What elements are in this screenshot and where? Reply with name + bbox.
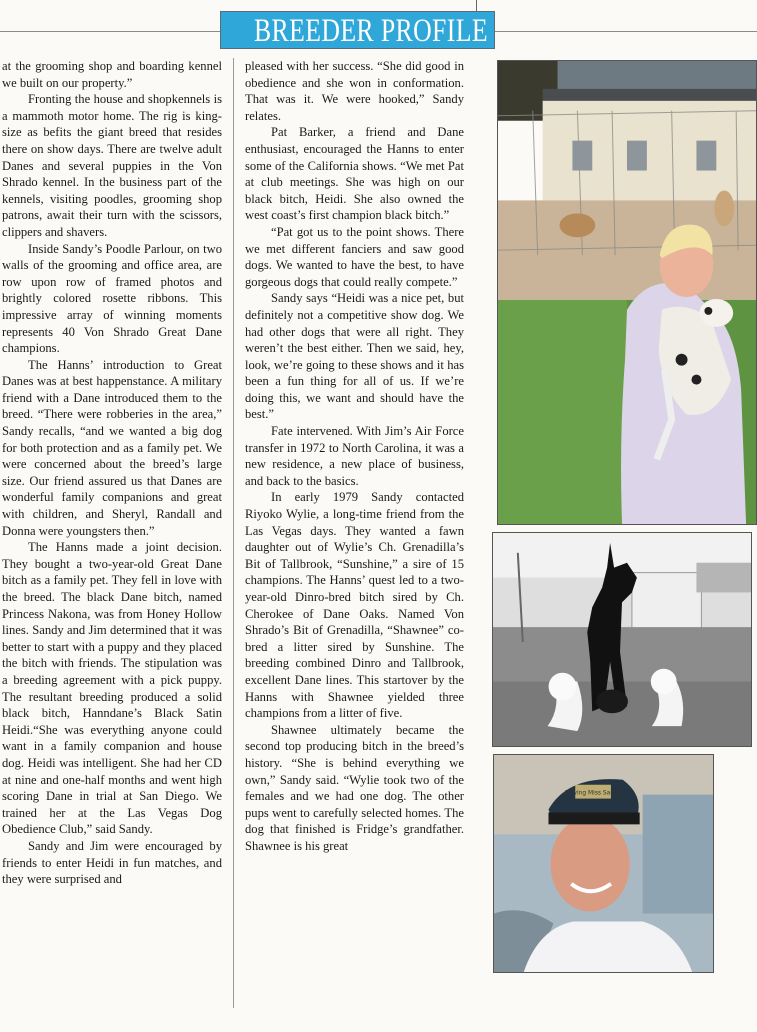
article-column-2 bbox=[245, 58, 464, 855]
paragraph: pleased with her success. “She did good in obedience and she won in conformation. That was it. We were hooked,” Sandy relates. bbox=[245, 59, 464, 123]
paragraph: The Hanns made a joint decision. They bought a two-year-old Great Dane bitch as a family pet. They fell in love with the breed. The black Dane bitch, named Princess Nakona, was from Honey Hollow lines. Sandy and Jim determined that it was better to start with a puppy and they placed the bitch with friends. The stipulation was a breeding agreement with a pick puppy. The resultant breeding produced a solid black bitch, Hanndane’s Black Satin Heidi.“She was everything anyone could want in a family companion and house dog. Heidi was intelligent. She had her CD at nine and one-half months and went high scoring Dane in trial at San Diego. We trained her at the Las Vegas Dog Obedience Club,” said Sandy. bbox=[2, 540, 222, 837]
paragraph: “Pat got us to the point shows. There we met different fanciers and saw good dogs. We wanted to have the best, to have gorgeous dogs that could really compete.” bbox=[245, 224, 464, 289]
photo-woman-with-puppy bbox=[497, 60, 757, 525]
photo-man-chauffeur-cap bbox=[493, 754, 714, 973]
cap-badge-text: Driving Miss Sandy bbox=[564, 789, 622, 797]
paragraph: Shawnee ultimately became the second top producing bitch in the breed’s history. “She is behind everything we own,” Sandy said. “Wylie took two of the females and we had one dog. The other pups went to carefully selected homes. The dog that finished is Fridge’s grandfather. Shawnee is his great bbox=[245, 722, 464, 853]
paragraph: Sandy says “Heidi was a nice pet, but definitely not a competitive show dog. We had other dogs that were all right. They weren’t the best either. Then we said, hey, look, we’re going to these shows and it has been a fun thing for all of us. If we’re doing this, we want and should have the best.” bbox=[245, 291, 464, 422]
section-banner bbox=[220, 11, 495, 49]
photo-man-image bbox=[494, 755, 713, 972]
section-banner-text: BREEDER PROFILE bbox=[253, 13, 488, 49]
paragraph: Pat Barker, a friend and Dane enthusiast, encouraged the Hanns to enter some of the California shows. “We met Pat at club meetings. She was high on our black bitch, Heidi. She also owned the west coast’s first champion black bitch.” bbox=[245, 125, 464, 223]
paragraph: Fronting the house and shopkennels is a mammoth motor home. The rig is king-size as befits the giant breed that resides there on show days. There are twelve adult Danes and several puppies in the Von Shrado kennel. In the business part of the kennels, visiting poodles, grooming shop patrons, await their turn with the scissors, clippers and shavers. bbox=[2, 92, 222, 239]
photo-woman-with-puppy-image bbox=[498, 61, 756, 524]
paragraph: at the grooming shop and boarding kennel we built on our property.” bbox=[2, 59, 222, 90]
header-rule-right bbox=[495, 31, 757, 32]
paragraph: Fate intervened. With Jim’s Air Force transfer in 1972 to North Carolina, it was a new residence, a new place of business, and back to the basics. bbox=[245, 424, 464, 488]
header-rule-left bbox=[0, 31, 220, 32]
column-divider bbox=[233, 58, 234, 1008]
paragraph: In early 1979 Sandy contacted Riyoko Wylie, a long-time friend from the Las Vegas days. They wanted a fawn daughter out of Wylie’s Ch. Grenadilla’s Bit of Tallbrook, “Sunshine,” a sire of 15 champions. The Hanns’ quest led to a two-year-old Dinro-bred bitch sired by Ch. Cherokee of Dane Oaks. Named Von Shrado’s Bit of Grenadilla, “Shawnee” co-bred a litter sired by Sunshine. The breeding combined Dinro and Tallbrook, excellent Dane lines. This startover by the Hanns with Shawnee yielded three champions from a litter of five. bbox=[245, 490, 464, 721]
paragraph: Inside Sandy’s Poodle Parlour, on two walls of the grooming and office area, are row upon row of framed photos and brightly colored rosette ribbons. This impressive array of winning moments represents 40 Von Shrado Great Dane champions. bbox=[2, 241, 222, 356]
article-column-1 bbox=[2, 58, 222, 888]
paragraph: Sandy and Jim were encouraged by friends to enter Heidi in fun matches, and they were surprised and bbox=[2, 838, 222, 887]
paragraph: The Hanns’ introduction to Great Danes was at best happenstance. A military friend with a Dane introduced them to the breed. “There were robberies in the area,” Sandy recalls, “and we wanted a big dog for both protection and as a family pet. We were concerned about the breed’s large size. Our friend assured us that Danes are wonderful family companions and great with children, and Sheryl, Randall and Donna were youngsters then.” bbox=[2, 357, 222, 538]
photo-dane-statue-image bbox=[493, 533, 751, 746]
photo-dane-statue-poodles bbox=[492, 532, 752, 747]
